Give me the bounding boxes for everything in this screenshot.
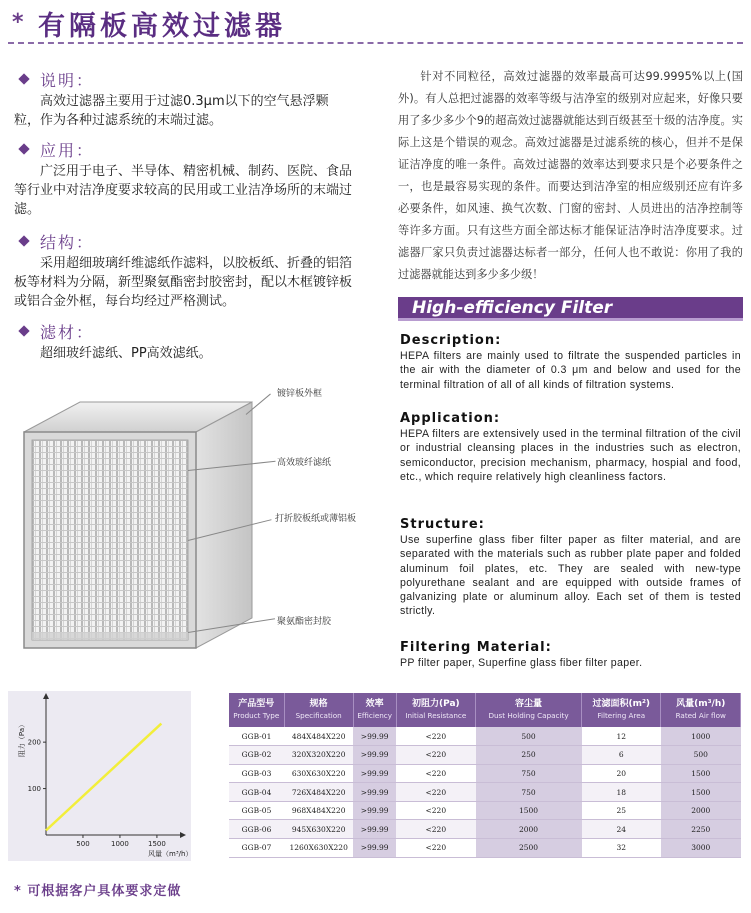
table-cell: 32 bbox=[582, 839, 661, 858]
table-cell: 25 bbox=[582, 801, 661, 820]
page-title: 有隔板高效过滤器 bbox=[38, 11, 286, 42]
table-cell: 630X630X220 bbox=[284, 764, 353, 783]
col-header: 容尘量 Dust Holding Capacity bbox=[476, 693, 582, 727]
table-cell: >99.99 bbox=[353, 746, 396, 765]
cn-section-structure bbox=[14, 230, 354, 311]
diamond-bullet-icon bbox=[18, 143, 29, 154]
en-text-application: HEPA filters are extensively used in the terminal filtration of the civil or industrial cleansing places in the industries such as electron, semiconductor, precision mechanism, pharmacy, hospial and food, etc., which require relatively high cleanliness factors. bbox=[400, 428, 741, 483]
cn-heading: 说明： bbox=[40, 70, 95, 90]
table-cell: <220 bbox=[396, 820, 475, 839]
table-cell: 1260X630X220 bbox=[284, 839, 353, 858]
table-cell: 968X484X220 bbox=[284, 801, 353, 820]
table-cell: >99.99 bbox=[353, 801, 396, 820]
callout-media: 高效玻纤滤纸 bbox=[277, 458, 332, 468]
table-cell: GGB-05 bbox=[229, 801, 284, 820]
table-cell: 1500 bbox=[661, 764, 741, 783]
en-text-material: PP filter paper, Superfine glass fiber filter paper. bbox=[400, 657, 643, 669]
custom-order-note: * 可根据客户具体要求定做 bbox=[14, 884, 182, 899]
table-row bbox=[229, 801, 741, 820]
table-cell: <220 bbox=[396, 801, 475, 820]
diamond-bullet-icon bbox=[18, 235, 29, 246]
en-heading-description: Description: bbox=[400, 333, 502, 348]
table-cell: 3000 bbox=[661, 839, 741, 858]
table-cell: 750 bbox=[476, 764, 582, 783]
table-cell: <220 bbox=[396, 727, 475, 746]
table-row bbox=[229, 727, 741, 746]
table-cell: >99.99 bbox=[353, 764, 396, 783]
cn-heading: 应用： bbox=[40, 140, 95, 160]
table-cell: GGB-01 bbox=[229, 727, 284, 746]
table-row bbox=[229, 820, 741, 839]
col-header: 效率 Efficiency bbox=[353, 693, 396, 727]
table-cell: 1500 bbox=[476, 801, 582, 820]
spec-table bbox=[229, 693, 741, 858]
callout-frame: 镀锌板外框 bbox=[277, 389, 323, 399]
col-header: 产品型号 Product Type bbox=[229, 693, 284, 727]
cn-text: 采用超细玻璃纤维滤纸作滤料，以胶板纸、折叠的铝箔板等材料为分隔，新型聚氨酯密封胶密封，配以木框镀锌板或铝合金外框，每台均经过严格测试。 bbox=[14, 256, 353, 309]
table-cell: 18 bbox=[582, 783, 661, 802]
table-cell: 2000 bbox=[661, 801, 741, 820]
diamond-bullet-icon bbox=[18, 325, 29, 336]
filter-product-illustration bbox=[18, 370, 378, 660]
table-row bbox=[229, 746, 741, 765]
y-tick-label: 100 bbox=[27, 785, 41, 794]
table-cell: <220 bbox=[396, 783, 475, 802]
chart-svg bbox=[8, 691, 191, 861]
table-cell: 750 bbox=[476, 783, 582, 802]
table-cell: GGB-04 bbox=[229, 783, 284, 802]
x-tick-label: 1000 bbox=[111, 840, 129, 848]
table-header-row bbox=[229, 693, 741, 727]
table-cell: <220 bbox=[396, 764, 475, 783]
diamond-bullet-icon bbox=[18, 73, 29, 84]
title-divider bbox=[8, 42, 743, 44]
table-cell: >99.99 bbox=[353, 783, 396, 802]
y-axis-arrow-icon bbox=[43, 693, 49, 699]
table-cell: 945X630X220 bbox=[284, 820, 353, 839]
x-tick-label: 1500 bbox=[147, 840, 166, 848]
table-cell: 20 bbox=[582, 764, 661, 783]
x-axis-arrow-icon bbox=[180, 832, 186, 838]
table-cell: 250 bbox=[476, 746, 582, 765]
table-cell: GGB-07 bbox=[229, 839, 284, 858]
table-cell: 500 bbox=[476, 727, 582, 746]
table-cell: GGB-02 bbox=[229, 746, 284, 765]
cn-heading: 滤材： bbox=[40, 322, 95, 342]
col-header: 过滤面积(m²) Filtering Area bbox=[582, 693, 661, 727]
table-cell: 2000 bbox=[476, 820, 582, 839]
table-cell: >99.99 bbox=[353, 839, 396, 858]
table-cell: 24 bbox=[582, 820, 661, 839]
table-cell: 500 bbox=[661, 746, 741, 765]
chart-series-line bbox=[46, 724, 161, 831]
col-header: 初阻力(Pa) Initial Resistance bbox=[396, 693, 475, 727]
cn-text: 高效过滤器主要用于过滤0.3μm以下的空气悬浮颗粒，作为各种过滤系统的末端过滤。 bbox=[14, 94, 329, 128]
resistance-airflow-chart bbox=[8, 691, 191, 861]
en-heading-structure: Structure: bbox=[400, 517, 485, 532]
english-title-banner bbox=[398, 297, 743, 321]
table-cell: 12 bbox=[582, 727, 661, 746]
en-text-structure: Use superfine glass fiber filter paper as filter material, and are separated with the materials such as rubber plate paper and folded aluminum foil plates, etc. They are sealed with new-type polyurethane sealant and are equipped with outside frames of galvanizing plate or aluminum alloy. Each set of them is tested strictly. bbox=[400, 534, 741, 618]
table-row bbox=[229, 783, 741, 802]
table-cell: 320X320X220 bbox=[284, 746, 353, 765]
callout-separator: 打折胶板纸或薄铝板 bbox=[275, 514, 357, 524]
en-heading-application: Application: bbox=[400, 411, 501, 426]
cn-efficiency-paragraph: 针对不同粒径，高效过滤器的效率最高可达99.9995%以上(国外)。有人总把过滤器的效率等级与洁净室的级别对应起来，好像只要用了多少多少个9的超高效过滤器就能达到百级甚至十级的洁净度。实际上这是个错误的观念。高效过滤器是过滤系统的核心，但并不是保证洁净度的唯一条件。高效过滤器的效率达到要求只是个必要条件之一，也是最容易实现的条件。而要达到洁净室的相应级别还应有许多必要条件，如风速、换气次数、门窗的密封、人员进出的洁净控制等等许多方面。只有这些方面全部达标才能保证洁净时洁净度要求。过滤器厂家只负责过滤器达标者一部分，任何人也不敢说：你用了我的过滤器就能达到多少多少级！ bbox=[398, 70, 743, 281]
table-cell: 726X484X220 bbox=[284, 783, 353, 802]
table-cell: GGB-03 bbox=[229, 764, 284, 783]
cn-section-material bbox=[14, 320, 354, 363]
table-cell: 484X484X220 bbox=[284, 727, 353, 746]
en-heading-material: Filtering Material: bbox=[400, 640, 552, 655]
table-cell: GGB-06 bbox=[229, 820, 284, 839]
table-cell: <220 bbox=[396, 746, 475, 765]
en-text-description: HEPA filters are mainly used to filtrate the suspended particles in the air with the diameter of 0.3 μm and below and used for the terminal filtration of all of all kinds of filtration systems. bbox=[400, 350, 741, 391]
table-cell: 2500 bbox=[476, 839, 582, 858]
cn-text: 超细玻纤滤纸、PP高效滤纸。 bbox=[40, 346, 212, 361]
chart-ylabel: 阻力（Pa） bbox=[18, 720, 26, 758]
table-cell: 6 bbox=[582, 746, 661, 765]
title-star: * bbox=[12, 10, 24, 35]
table-cell: 2250 bbox=[661, 820, 741, 839]
table-cell: 1000 bbox=[661, 727, 741, 746]
cn-section-application bbox=[14, 138, 354, 219]
col-header: 规格 Specification bbox=[284, 693, 353, 727]
x-tick-label: 500 bbox=[76, 840, 90, 848]
cn-text: 广泛用于电子、半导体、精密机械、制药、医院、食品等行业中对洁净度要求较高的民用或工业洁净场所的末端过滤。 bbox=[14, 164, 353, 217]
cn-heading: 结构： bbox=[40, 232, 95, 252]
table-row bbox=[229, 839, 741, 858]
table-cell: >99.99 bbox=[353, 727, 396, 746]
col-header: 风量(m³/h) Rated Air flow bbox=[661, 693, 741, 727]
y-tick-label: 200 bbox=[27, 738, 41, 747]
table-row bbox=[229, 764, 741, 783]
table-cell: 1500 bbox=[661, 783, 741, 802]
chart-xlabel: 风量（m³/h） bbox=[148, 850, 191, 858]
table-cell: >99.99 bbox=[353, 820, 396, 839]
callout-sealant: 聚氨酯密封胶 bbox=[277, 617, 332, 627]
cn-section-description bbox=[14, 68, 354, 130]
table-cell: <220 bbox=[396, 839, 475, 858]
banner-title: High-efficiency Filter bbox=[412, 298, 613, 318]
